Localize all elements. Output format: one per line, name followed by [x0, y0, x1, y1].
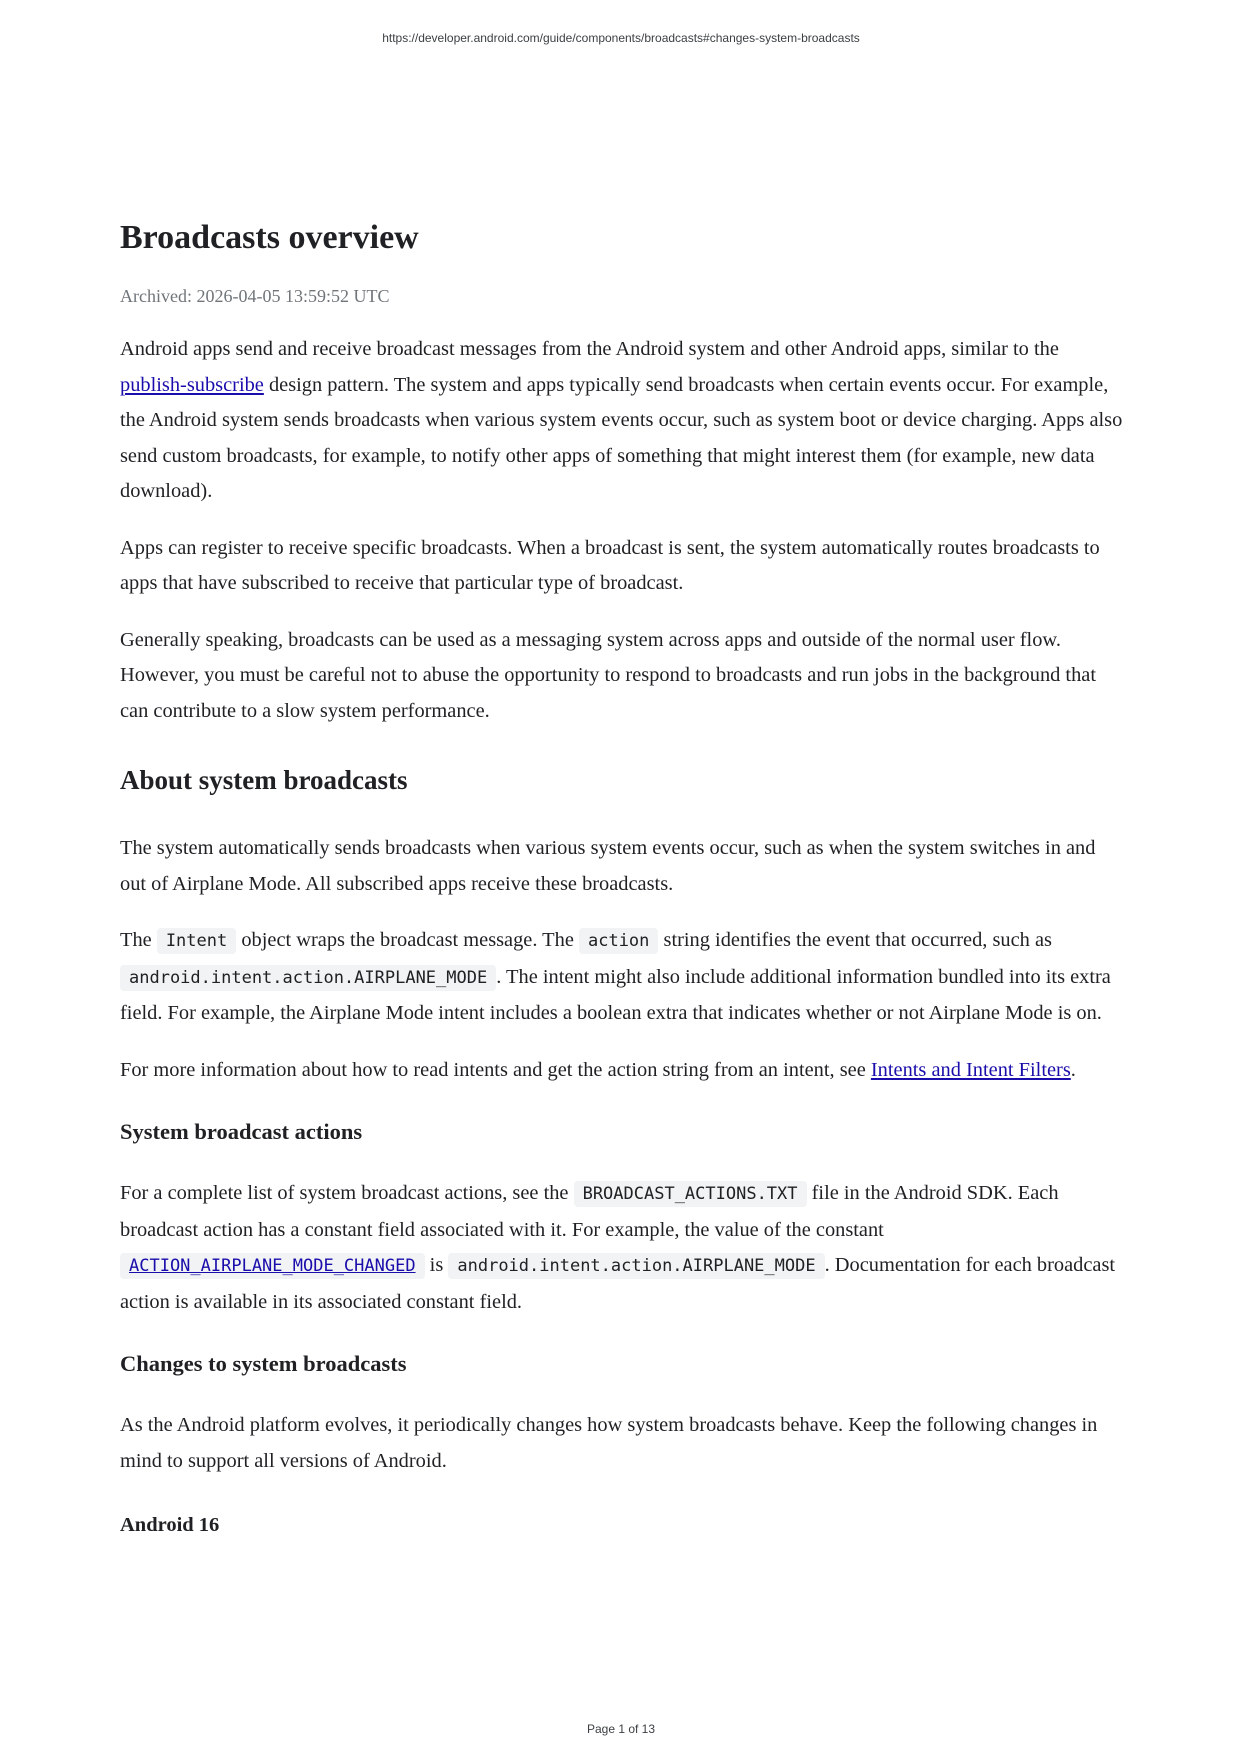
airplane-mode-action-code: android.intent.action.AIRPLANE_MODE	[120, 965, 496, 991]
about-paragraph-2	[120, 923, 1126, 1032]
intents-and-intent-filters-link[interactable]: Intents and Intent Filters	[870, 1058, 1071, 1081]
changes-paragraph: As the Android platform evolves, it periodically changes how system broadcasts behave. Keep the following changes in mind to support all versions of Android.	[120, 1414, 1098, 1472]
publish-subscribe-link[interactable]: publish-subscribe	[120, 373, 264, 396]
about-p3-text-a: For more information about how to read intents and get the action string from an intent, see	[120, 1058, 871, 1081]
about-p2-text-c: string identifies the event that occurred, such as	[658, 929, 1052, 951]
page-url-header: https://developer.android.com/guide/components/broadcasts#changes-system-broadcasts	[382, 31, 860, 45]
intent-code: Intent	[157, 928, 236, 954]
actions-text-a: For a complete list of system broadcast actions, see the	[120, 1182, 574, 1204]
intro-p1-text-a: Android apps send and receive broadcast messages from the Android system and other Android apps, similar to the	[120, 338, 1059, 360]
intro-paragraph-1	[120, 332, 1126, 510]
article	[120, 210, 1126, 1543]
android-16-heading: Android 16	[120, 1514, 220, 1536]
actions-paragraph	[120, 1176, 1126, 1320]
action-airplane-mode-changed-code	[120, 1253, 425, 1279]
about-p2-text-b: object wraps the broadcast message. The	[236, 929, 579, 951]
action-airplane-mode-changed-link[interactable]: ACTION_AIRPLANE_MODE_CHANGED	[129, 1256, 416, 1276]
page-number-footer: Page 1 of 13	[586, 1722, 656, 1736]
about-p3-text-b: .	[1070, 1058, 1076, 1081]
page-title: Broadcasts overview	[120, 219, 419, 256]
system-broadcast-actions-heading: System broadcast actions	[120, 1119, 363, 1144]
about-paragraph-3	[120, 1053, 1126, 1089]
actions-text-d: . Documentation for each broadcast action is available in its associated constant field.	[120, 1254, 1116, 1313]
archived-timestamp: Archived: 2026-04-05 13:59:52 UTC	[120, 286, 390, 306]
changes-to-system-broadcasts-heading: Changes to system broadcasts	[120, 1351, 407, 1376]
intro-p1-text-b: design pattern. The system and apps typically send broadcasts when certain events occur. For example, the Android system sends broadcasts when various system events occur, such as system boot or device charging. Apps also send custom broadcasts, for example, to notify other apps of something that might interest them (for example, new data download).	[120, 373, 1123, 502]
about-paragraph-1: The system automatically sends broadcasts when various system events occur, such as when the system switches in and out of Airplane Mode. All subscribed apps receive these broadcasts.	[120, 837, 1096, 895]
about-system-broadcasts-heading: About system broadcasts	[120, 765, 408, 795]
actions-text-b: file in the Android SDK. Each broadcast action has a constant field associated with it. For example, the value of the constant	[120, 1182, 1059, 1241]
actions-text-c: is	[424, 1254, 449, 1276]
broadcast-actions-txt-code: BROADCAST_ACTIONS.TXT	[574, 1181, 807, 1207]
action-code: action	[579, 928, 658, 954]
about-p2-text-d: . The intent might also include additional information bundled into its extra field. For example, the Airplane Mode intent includes a boolean extra that indicates whether or not Airplane Mode is on.	[120, 965, 1111, 1024]
intro-paragraph-3: Generally speaking, broadcasts can be used as a messaging system across apps and outside of the normal user flow. However, you must be careful not to abuse the opportunity to respond to broadcasts and run jobs in the background that can contribute to a slow system performance.	[120, 628, 1097, 722]
intro-paragraph-2: Apps can register to receive specific broadcasts. When a broadcast is sent, the system automatically routes broadcasts to apps that have subscribed to receive that particular type of broadcast.	[120, 536, 1100, 594]
about-p2-text-a: The	[120, 929, 157, 951]
airplane-mode-value-code: android.intent.action.AIRPLANE_MODE	[448, 1253, 824, 1279]
